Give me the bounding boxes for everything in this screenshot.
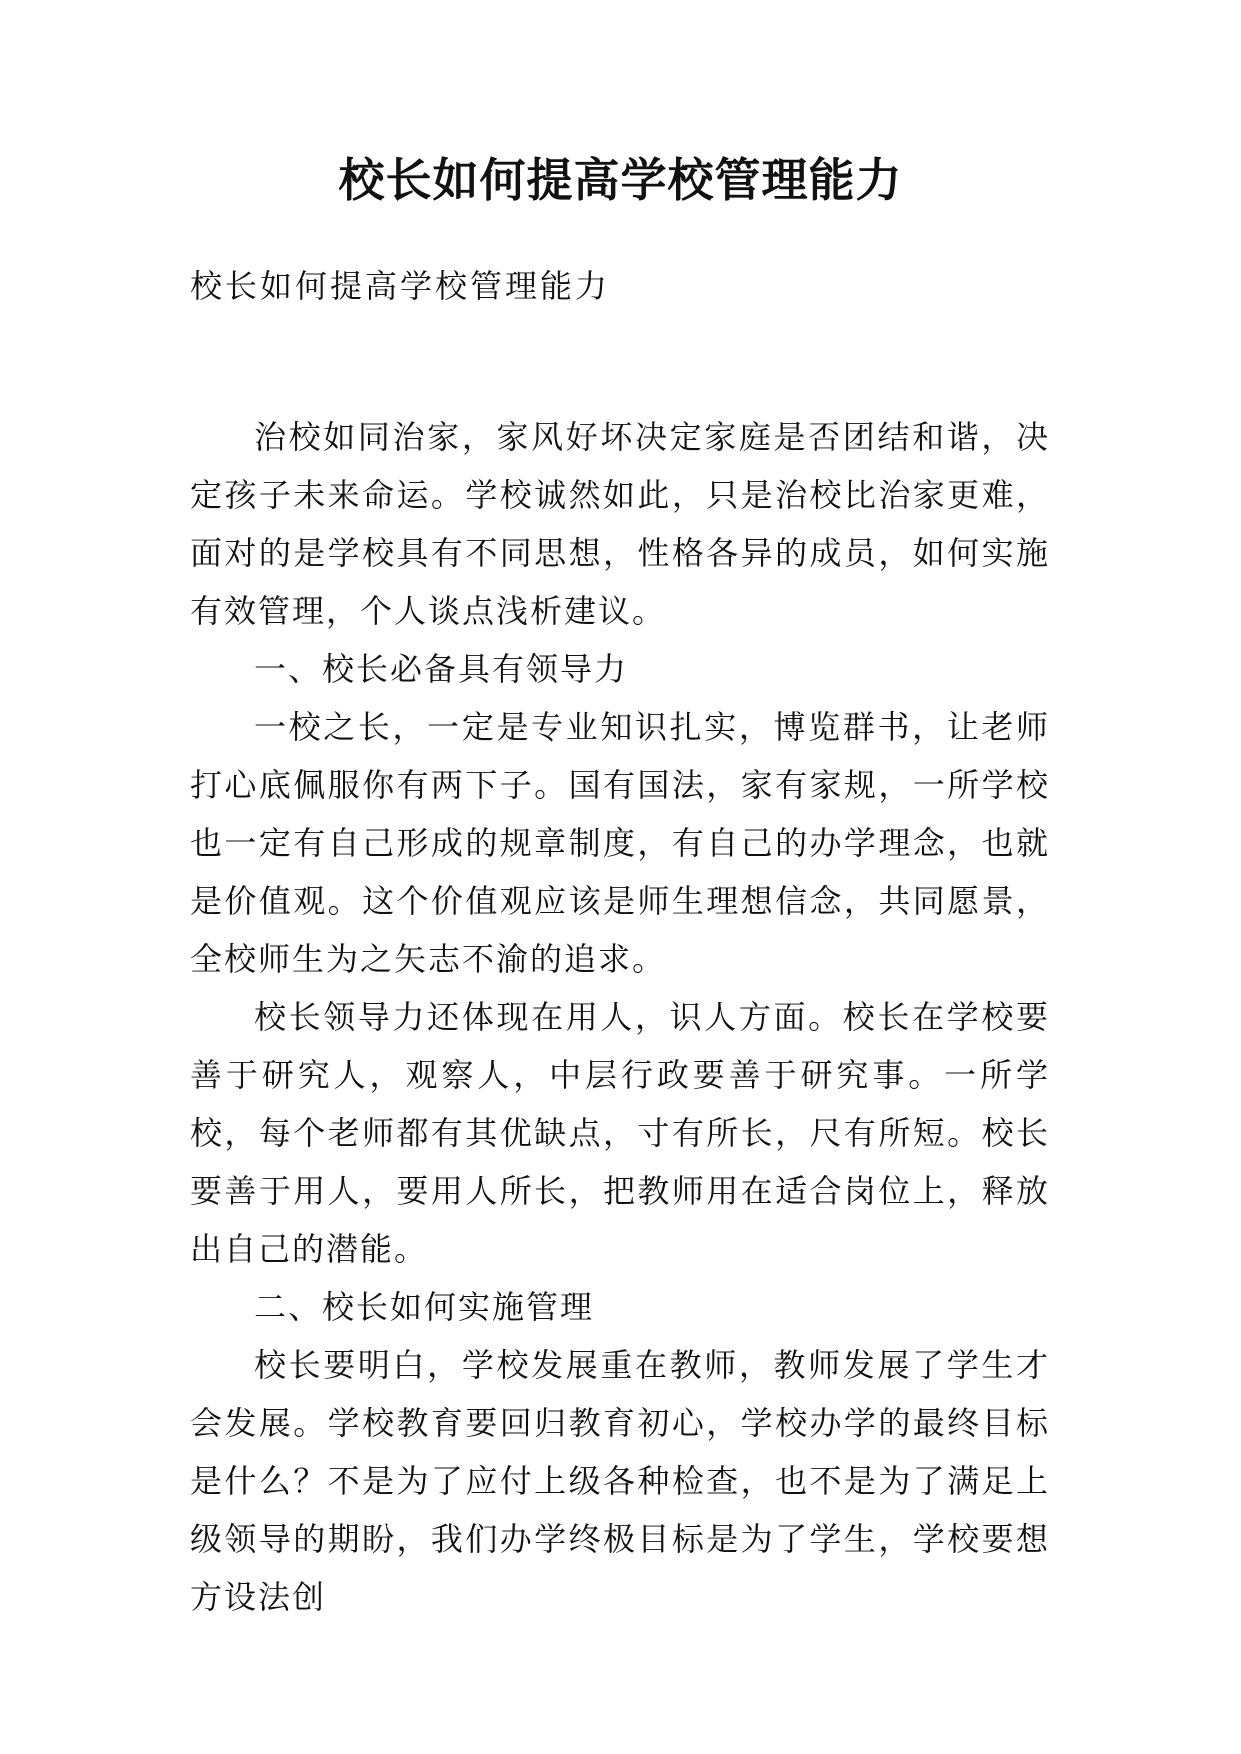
section-heading-1: 一、校长必备具有领导力 bbox=[254, 650, 629, 688]
paragraph-people: 校长领导力还体现在用人，识人方面。校长在学校要善于研究人，观察人，中层行政要善于研究事。一所学校，每个老师都有其优缺点，寸有所长，尺有所短。校长要善于用人，要用人所长，把教师用在适合岗位上，释放出自己的潜能。 bbox=[190, 998, 1050, 1268]
document-body bbox=[190, 408, 1050, 1626]
document-subtitle: 校长如何提高学校管理能力 bbox=[190, 267, 611, 305]
section-heading-2: 二、校长如何实施管理 bbox=[254, 1288, 595, 1326]
paragraph-management: 校长要明白，学校发展重在教师，教师发展了学生才会发展。学校教育要回归教育初心，学校办学的最终目标是什么？不是为了应付上级各种检查，也不是为了满足上级领导的期盼，我们办学终极目标是为了学生，学校要想方设法创 bbox=[190, 1346, 1050, 1616]
paragraph-intro: 治校如同治家，家风好坏决定家庭是否团结和谐，决定孩子未来命运。学校诚然如此，只是治校比治家更难，面对的是学校具有不同思想，性格各异的成员，如何实施有效管理，个人谈点浅析建议。 bbox=[190, 418, 1050, 630]
paragraph-leadership: 一校之长，一定是专业知识扎实，博览群书，让老师打心底佩服你有两下子。国有国法，家有家规，一所学校也一定有自己形成的规章制度，有自己的办学理念，也就是价值观。这个价值观应该是师生理想信念，共同愿景，全校师生为之矢志不渝的追求。 bbox=[190, 708, 1050, 978]
document-title: 校长如何提高学校管理能力 bbox=[338, 153, 903, 207]
